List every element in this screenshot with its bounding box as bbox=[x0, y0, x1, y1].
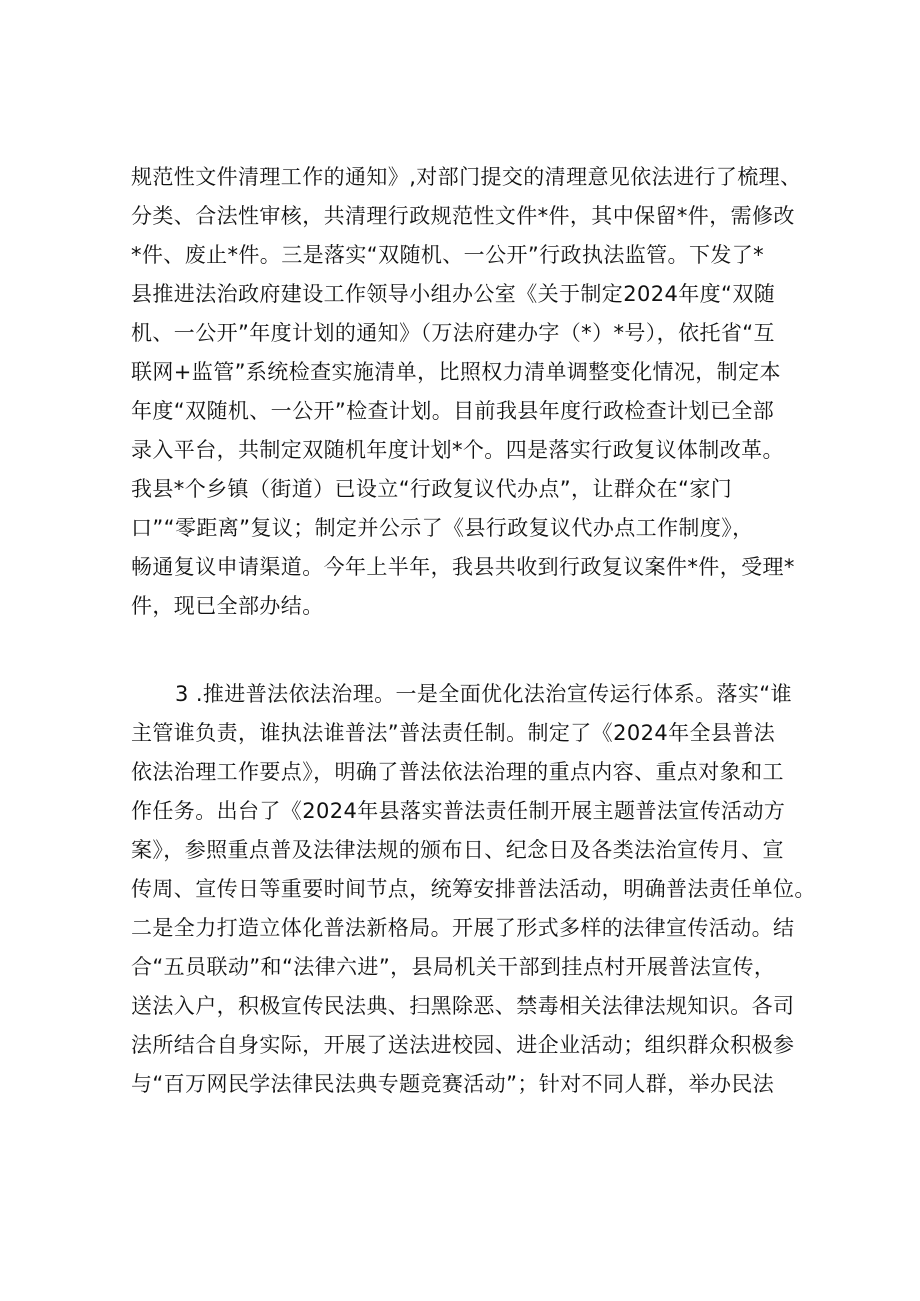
text-line: *件、废止*件。三是落实“双随机、一公开”行政执法监管。下发了* bbox=[131, 243, 765, 267]
text-line: 县推进法治政府建设工作领导小组办公室《关于制定2024年度“双随 bbox=[131, 282, 776, 306]
text-line: 主管谁负责，谁执法谁普法”普法责任制。制定了《2024年全县普法 bbox=[131, 721, 776, 745]
text-line: 依法治理工作要点》，明确了普法依法治理的重点内容、重点对象和工 bbox=[131, 760, 784, 784]
text-line: 年度“双随机、一公开”检查计划。目前我县年度行政检查计划已全部 bbox=[131, 399, 775, 423]
text-line: 作任务。出台了《2024年县落实普法责任制开展主题普法宣传活动方 bbox=[131, 799, 786, 823]
text-line: 送法入户，积极宣传民法典、扫黑除恶、禁毒相关法律法规知识。各司 bbox=[131, 994, 795, 1018]
paragraph-heading-line: 3 .推进普法依法治理。一是全面优化法治宣传运行体系。落实“谁 bbox=[175, 682, 792, 706]
text-line: 合“五员联动”和“法律六进”，县局机关干部到挂点村开展普法宣传， bbox=[131, 955, 776, 979]
text-line: 分类、合法性审核，共清理行政规范性文件*件，其中保留*件，需修改 bbox=[131, 204, 795, 228]
paragraph-1 bbox=[131, 158, 802, 626]
text-line: 规范性文件清理工作的通知》,对部门提交的清理意见依法进行了梳理、 bbox=[131, 165, 802, 189]
text-line: 机、一公开”年度计划的通知》（万法府建办字（*）*号），依托省“互 bbox=[131, 321, 775, 345]
text-line: 录入平台，共制定双随机年度计划*个。四是落实行政复议体制改革。 bbox=[131, 438, 784, 462]
paragraph-2 bbox=[131, 675, 816, 1104]
text-line: 与“百万网民学法律民法典专题竞赛活动”；针对不同人群，举办民法 bbox=[131, 1072, 775, 1096]
text-line: 法所结合自身实际，开展了送法进校园、进企业活动；组织群众积极参 bbox=[131, 1033, 795, 1057]
text-line: 口”“零距离”复议；制定并公示了《县行政复议代办点工作制度》， bbox=[131, 516, 754, 540]
text-line: 我县*个乡镇（街道）已设立“行政复议代办点”，让群众在“家门 bbox=[131, 477, 733, 501]
text-line: 联网+监管”系统检查实施清单，比照权力清单调整变化情况，制定本 bbox=[131, 360, 781, 384]
text-line: 案》，参照重点普及法律法规的颁布日、纪念日及各类法治宣传月、宣 bbox=[131, 838, 784, 862]
text-line: 二是全力打造立体化普法新格局。开展了形式多样的法律宣传活动。结 bbox=[131, 916, 795, 940]
text-line: 畅通复议申请渠道。今年上半年，我县共收到行政复议案件*件，受理* bbox=[131, 555, 795, 579]
text-line: 传周、宣传日等重要时间节点，统筹安排普法活动，明确普法责任单位。 bbox=[131, 877, 816, 901]
text-line: 件，现已全部办结。 bbox=[131, 594, 324, 618]
